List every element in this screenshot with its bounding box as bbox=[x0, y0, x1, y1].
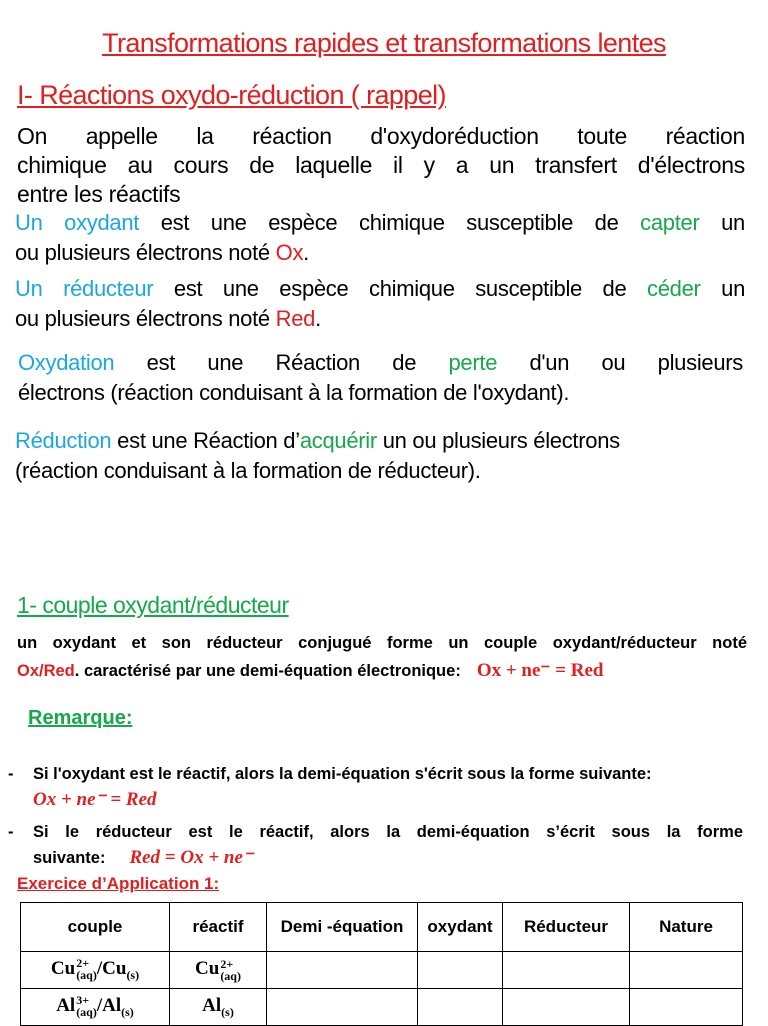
header-nature: Nature bbox=[630, 903, 743, 952]
cell-nature[interactable] bbox=[630, 952, 743, 989]
bullet-2-equation: Red = Ox + ne⁻ bbox=[129, 847, 253, 868]
chem-state: (aq) bbox=[76, 1005, 97, 1020]
definition-reducteur bbox=[15, 274, 745, 334]
chem-symbol: Al bbox=[102, 994, 122, 1016]
definition-oxydation bbox=[18, 348, 743, 408]
intro-line-1: On appelle la réaction d'oxydoréduction toute réaction bbox=[17, 123, 745, 149]
def-text: ou plusieurs électrons noté bbox=[15, 306, 276, 331]
section-heading-redox: I- Réactions oxydo-réduction ( rappel) bbox=[17, 80, 446, 110]
chem-state: (s) bbox=[121, 1004, 134, 1019]
remarque-heading: Remarque: bbox=[28, 707, 133, 729]
header-demi-equation: Demi -équation bbox=[267, 903, 418, 952]
table-header-row bbox=[21, 903, 743, 952]
table-row bbox=[21, 952, 743, 989]
term-oxydation: Oxydation bbox=[18, 350, 115, 375]
chem-symbol: Al bbox=[56, 994, 76, 1016]
couple-line-1: un oxydant et son réducteur conjugué forme un couple oxydant/réducteur noté bbox=[17, 634, 747, 652]
def-text: (réaction conduisant à la formation de réducteur). bbox=[15, 458, 481, 483]
chem-symbol: Al bbox=[202, 994, 222, 1016]
chem-state: (s) bbox=[126, 967, 140, 982]
cell-oxydant[interactable] bbox=[418, 952, 503, 989]
couple-line-2: . caractérisé par une demi-équation électronique: bbox=[74, 662, 461, 680]
chem-charge: 3+ bbox=[76, 993, 90, 1008]
def-text: un bbox=[700, 276, 746, 301]
symbol-red: Red bbox=[275, 306, 316, 331]
couple-paragraph bbox=[17, 630, 747, 685]
header-reducteur: Réducteur bbox=[503, 903, 630, 952]
header-oxydant: oxydant bbox=[418, 903, 503, 952]
cell-couple: Al 3+ (aq) $/Al_{(s)}$ bbox=[21, 989, 170, 1026]
def-text: . bbox=[315, 306, 321, 331]
intro-line-3: entre les réactifs bbox=[17, 181, 181, 207]
cell-reducteur[interactable] bbox=[503, 952, 630, 989]
term-reduction: Réduction bbox=[15, 428, 112, 453]
verb-capter: capter bbox=[640, 210, 700, 235]
term-oxydant: Un oxydant bbox=[15, 210, 140, 235]
bullet-dash: - bbox=[8, 823, 14, 841]
bullet-1-equation: Ox + ne⁻ = Red bbox=[33, 789, 157, 810]
term-reducteur: Un réducteur bbox=[15, 276, 154, 301]
chem-state: (aq) bbox=[220, 969, 241, 983]
chem-symbol: Cu bbox=[50, 957, 76, 979]
symbol-ox: Ox bbox=[275, 240, 304, 265]
definition-reduction bbox=[15, 426, 745, 486]
remarque-bullet-1 bbox=[8, 761, 743, 813]
cell-reducteur[interactable] bbox=[503, 989, 630, 1026]
cell-couple: Cu 2+ (aq) $/Cu_{(s)}$ bbox=[21, 952, 170, 989]
chem-state: (s) bbox=[221, 1004, 234, 1019]
header-reactif: réactif bbox=[170, 903, 267, 952]
def-text: un ou plusieurs électrons bbox=[376, 428, 620, 453]
chem-symbol: Cu bbox=[102, 957, 127, 979]
intro-paragraph bbox=[17, 122, 745, 209]
exercise-label: Exercice d’Application 1: bbox=[17, 874, 220, 893]
def-text: ou plusieurs électrons noté bbox=[15, 240, 276, 265]
chem-charge: 2+ bbox=[220, 957, 234, 971]
bullet-2-line-2: suivante: bbox=[33, 849, 106, 867]
cell-demi-equation[interactable] bbox=[267, 989, 418, 1026]
def-text: d'un ou plusieurs bbox=[497, 350, 743, 375]
def-text: est une Réaction d’ bbox=[111, 428, 300, 453]
def-text: est une espèce chimique susceptible de bbox=[153, 276, 648, 301]
cell-reactif bbox=[170, 952, 267, 989]
chem-charge: 2+ bbox=[76, 956, 90, 971]
intro-line-2: chimique au cours de laquelle il y a un transfert d'électrons bbox=[17, 152, 745, 178]
exercise-table bbox=[20, 902, 743, 1026]
def-text: électrons (réaction conduisant à la formation de l'oxydant). bbox=[18, 380, 570, 405]
bullet-1-text: Si l'oxydant est le réactif, alors la demi-équation s'écrit sous la forme suivante: bbox=[33, 765, 652, 783]
page-title: Transformations rapides et transformations lentes bbox=[102, 28, 666, 58]
verb-perte: perte bbox=[448, 350, 498, 375]
cell-nature[interactable] bbox=[630, 989, 743, 1026]
cell-demi-equation[interactable] bbox=[267, 952, 418, 989]
verb-acquerir: acquérir bbox=[299, 428, 377, 453]
def-text: un bbox=[699, 210, 745, 235]
def-text: est une espèce chimique susceptible de bbox=[139, 210, 641, 235]
bullet-dash: - bbox=[8, 765, 14, 783]
chem-symbol: Cu bbox=[195, 958, 220, 980]
chem-state: (aq) bbox=[76, 968, 97, 983]
table-row bbox=[21, 989, 743, 1026]
header-couple: couple bbox=[21, 903, 170, 952]
cell-oxydant[interactable] bbox=[418, 989, 503, 1026]
couple-notation: Ox/Red bbox=[17, 662, 75, 680]
def-text: est une Réaction de bbox=[114, 350, 449, 375]
definition-oxydant bbox=[15, 208, 745, 268]
remarque-bullet-2 bbox=[8, 819, 743, 871]
verb-ceder: céder bbox=[647, 276, 701, 301]
bullet-2-line-1: Si le réducteur est le réactif, alors la demi-équation s’écrit sous la forme bbox=[33, 823, 743, 841]
section-heading-couple: 1- couple oxydant/réducteur bbox=[17, 592, 289, 618]
cell-reactif bbox=[170, 989, 267, 1026]
def-text: . bbox=[303, 240, 309, 265]
couple-equation: Ox + ne⁻ = Red bbox=[476, 660, 604, 681]
